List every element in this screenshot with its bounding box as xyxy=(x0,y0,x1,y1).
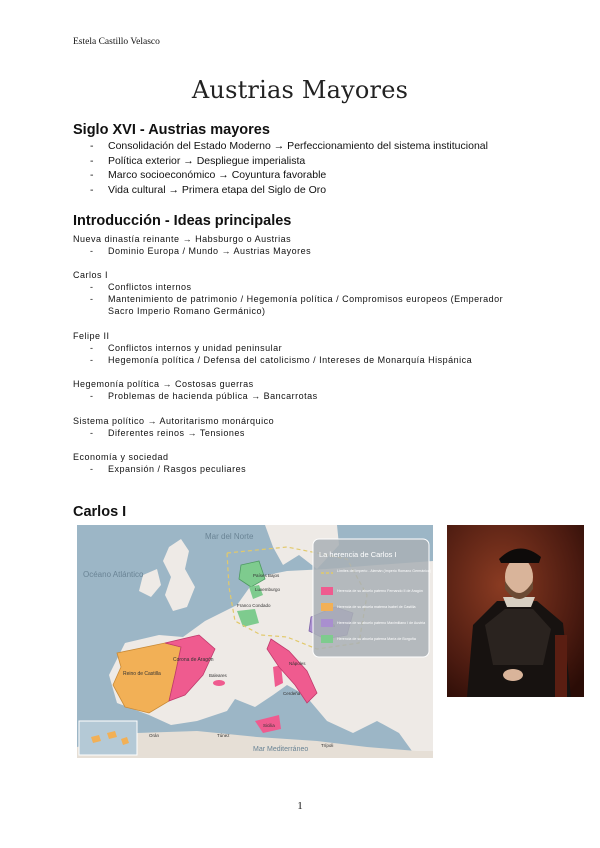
portrait-chair xyxy=(555,635,567,697)
page-title: Austrias Mayores xyxy=(191,76,409,104)
legend-swatch-castilla xyxy=(321,603,333,611)
map-label: Reino de Castilla xyxy=(123,671,161,677)
map-label: Túnez xyxy=(217,733,230,738)
list-item: - Problemas de hacienda pública → Bancarrotas xyxy=(90,391,318,401)
list-item: - Expansión / Rasgos peculiares xyxy=(90,464,247,474)
legend-swatch-aragon xyxy=(321,587,333,595)
list-item: - Mantenimiento de patrimonio / Hegemonía política / Compromisos europeos (Emperador xyxy=(90,294,504,304)
list-item: - Conflictos internos y unidad peninsular xyxy=(90,343,283,353)
map-label: Franco Condado xyxy=(237,603,271,608)
map-label: Nápoles xyxy=(289,661,306,666)
canarias-inset xyxy=(79,721,137,755)
map-label: Cerdeña xyxy=(283,691,301,696)
carlos-label: Carlos I xyxy=(73,270,109,280)
list-item: - Dominio Europa / Mundo → Austrias Mayores xyxy=(90,246,312,256)
section-heading-carlos-i: Carlos I xyxy=(73,504,127,520)
author-name: Estela Castillo Velasco xyxy=(73,37,160,47)
map-label: Corona de Aragón xyxy=(173,657,214,663)
legend-entry: Herencia de su abuela materna Isabel de Castilla xyxy=(337,605,416,609)
list-item: - Marco socioeconómico → Coyuntura favorable xyxy=(90,169,327,181)
legend-title: La herencia de Carlos I xyxy=(319,550,397,559)
legend-entry: Herencia de su abuelo paterno Maximiliano I de Austria xyxy=(337,621,426,625)
europe-inheritance-map xyxy=(77,525,433,758)
map-label: Luxemburgo xyxy=(255,587,281,592)
baleares-region xyxy=(213,680,225,686)
page-number: 1 xyxy=(297,800,303,812)
list-item: - Conflictos internos xyxy=(90,282,192,292)
map-label: Países Bajos xyxy=(253,573,280,578)
carlos-i-portrait xyxy=(447,525,584,697)
list-item: - Vida cultural → Primera etapa del Siglo de Oro xyxy=(90,184,327,196)
list-item: - Política exterior → Despliegue imperialista xyxy=(90,155,306,167)
legend-entry: Herencia de su abuela paterna María de Borgoña xyxy=(337,637,416,641)
economia-label: Economía y sociedad xyxy=(73,452,169,462)
map-label: Mar del Norte xyxy=(205,532,254,541)
map-label: Sicilia xyxy=(263,723,275,728)
legend-entry: Herencia de su abuelo paterno Fernando II de Aragón xyxy=(337,589,423,593)
map-label: Trípoli xyxy=(321,743,334,748)
legend-swatch-borgona xyxy=(321,635,333,643)
map-label: Mar Mediterráneo xyxy=(253,746,309,753)
legend-entry: Límites del Imperio - Alemán (Imperio Romano Germánico) xyxy=(337,569,432,573)
list-item: - Consolidación del Estado Moderno → Perfeccionamiento del sistema institucional xyxy=(90,140,488,152)
intro-line: Nueva dinastía reinante → Habsburgo o Austrias xyxy=(73,234,292,244)
felipe-label: Felipe II xyxy=(73,331,110,341)
portrait-hand xyxy=(503,669,523,681)
sistema-label: Sistema político → Autoritarismo monárquico xyxy=(73,416,275,426)
map-label: Océano Atlántico xyxy=(83,570,144,579)
list-item: - Diferentes reinos → Tensiones xyxy=(90,428,245,438)
map-label: Orán xyxy=(149,733,160,738)
map-label: Baleares xyxy=(209,673,227,678)
section-heading-siglo-xvi: Siglo XVI - Austrias mayores xyxy=(73,122,270,138)
section-heading-introduccion: Introducción - Ideas principales xyxy=(73,213,292,229)
list-item: - Hegemonía política / Defensa del catolicismo / Intereses de Monarquía Hispánica xyxy=(90,355,473,365)
legend-swatch-austria xyxy=(321,619,333,627)
list-item-continuation: Sacro Imperio Romano Germánico) xyxy=(108,306,266,316)
hegemonia-label: Hegemonía política → Costosas guerras xyxy=(73,379,254,389)
